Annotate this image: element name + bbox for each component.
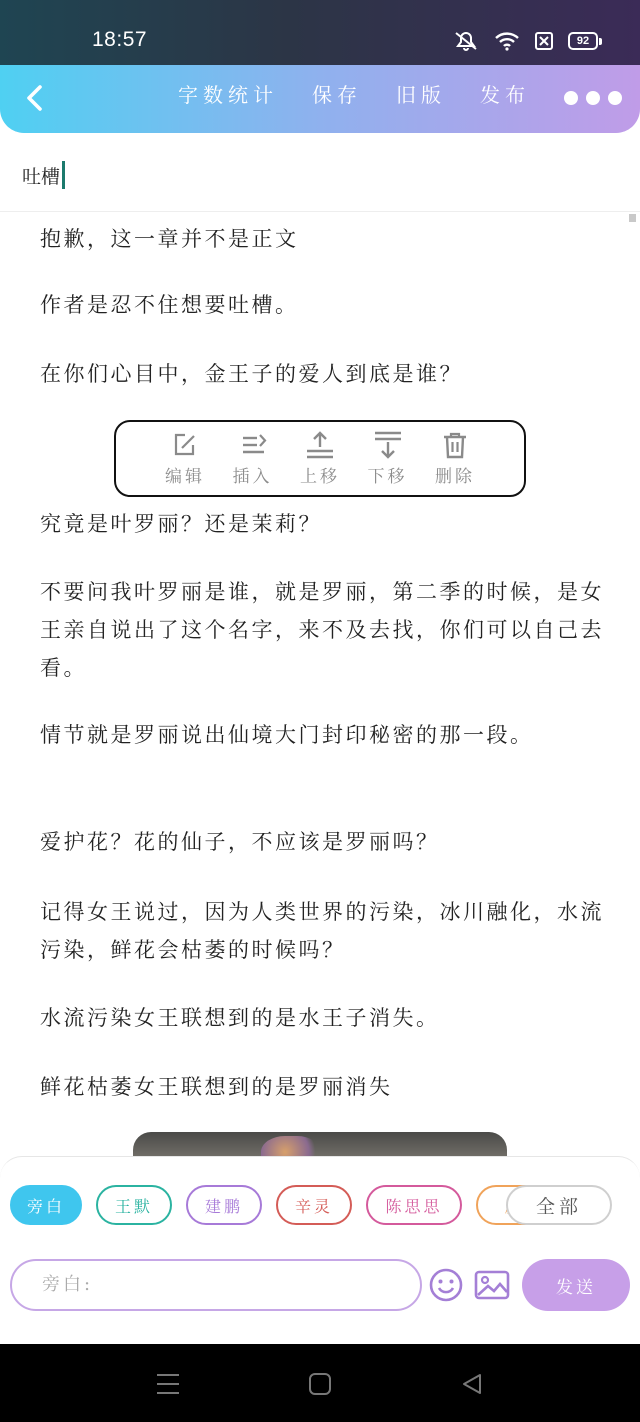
move-down-icon bbox=[373, 430, 403, 460]
paragraph[interactable]: 情节就是罗丽说出仙境大门封印秘密的那一段。 bbox=[40, 723, 534, 747]
back-button[interactable] bbox=[18, 81, 52, 115]
paragraph[interactable]: 抱歉，这一章并不是正文 bbox=[40, 227, 299, 251]
sim-off-icon bbox=[534, 31, 554, 51]
trash-icon bbox=[440, 430, 470, 460]
edit-icon bbox=[170, 430, 200, 460]
move-up-label: 上移 bbox=[300, 467, 340, 487]
mute-vibrate-icon bbox=[452, 31, 480, 51]
save-button[interactable]: 保存 bbox=[312, 83, 362, 107]
insert-button[interactable] bbox=[224, 430, 282, 495]
edit-label: 编辑 bbox=[165, 467, 205, 487]
paragraph[interactable]: 爱护花？花的仙子，不应该是罗丽吗？ bbox=[40, 830, 440, 854]
paragraph-toolbar bbox=[114, 420, 526, 497]
battery-icon bbox=[568, 32, 602, 50]
image-button[interactable] bbox=[474, 1267, 510, 1303]
paragraph[interactable]: 水流污染女王联想到的是水王子消失。 bbox=[40, 1006, 440, 1030]
character-chip[interactable]: 陈思思 bbox=[366, 1185, 462, 1225]
message-input[interactable]: 旁白: bbox=[10, 1259, 422, 1311]
send-button[interactable]: 发送 bbox=[522, 1259, 630, 1311]
paragraph[interactable]: 究竟是叶罗丽？还是茉莉？ bbox=[40, 512, 322, 536]
insert-label: 插入 bbox=[232, 467, 273, 487]
smiley-icon bbox=[428, 1267, 464, 1303]
edit-button[interactable] bbox=[156, 430, 214, 495]
more-options-icon[interactable] bbox=[564, 91, 622, 105]
scrollbar[interactable] bbox=[629, 214, 636, 222]
status-time: 18:57 bbox=[92, 28, 148, 51]
move-up-icon bbox=[305, 430, 335, 460]
status-icons bbox=[452, 28, 602, 54]
wifi-icon bbox=[494, 31, 520, 51]
composer-panel bbox=[0, 1156, 640, 1344]
old-version-button[interactable]: 旧版 bbox=[396, 83, 446, 107]
character-chip[interactable]: 辛灵 bbox=[276, 1185, 352, 1225]
battery-level: 92 bbox=[568, 32, 598, 50]
home-icon[interactable] bbox=[306, 1370, 334, 1398]
delete-label: 删除 bbox=[435, 467, 475, 487]
character-chip[interactable]: 建鹏 bbox=[186, 1185, 262, 1225]
chevron-left-icon bbox=[24, 84, 46, 112]
composer-row bbox=[10, 1259, 630, 1311]
paragraph[interactable]: 鲜花枯萎女王联想到的是罗丽消失 bbox=[40, 1075, 393, 1099]
chapter-title-field[interactable] bbox=[0, 133, 640, 212]
paragraph[interactable]: 作者是忍不住想要吐槽。 bbox=[40, 293, 299, 317]
paragraph[interactable]: 不要问我叶罗丽是谁，就是罗丽，第二季的时候，是女王亲自说出了这个名字，来不及去找，你们可以自己去看。 bbox=[40, 580, 604, 680]
move-down-button[interactable] bbox=[359, 430, 417, 495]
back-nav-icon[interactable] bbox=[458, 1370, 486, 1398]
editor-header bbox=[0, 65, 640, 133]
character-chips bbox=[10, 1185, 504, 1225]
system-nav-bar bbox=[0, 1344, 640, 1422]
move-down-label: 下移 bbox=[367, 467, 408, 487]
paragraph[interactable]: 在你们心目中，金王子的爱人到底是谁？ bbox=[40, 362, 463, 386]
word-count-button[interactable]: 字数统计 bbox=[178, 83, 278, 107]
publish-button[interactable]: 发布 bbox=[480, 83, 530, 107]
chapter-title: 吐槽 bbox=[22, 165, 61, 188]
character-chip[interactable]: 王默 bbox=[96, 1185, 172, 1225]
header-actions bbox=[178, 79, 530, 111]
status-bar bbox=[0, 0, 640, 66]
text-cursor bbox=[62, 161, 65, 189]
delete-button[interactable] bbox=[426, 430, 484, 495]
emoji-button[interactable] bbox=[428, 1267, 464, 1303]
recent-apps-icon[interactable] bbox=[154, 1370, 182, 1398]
insert-lines-icon bbox=[238, 430, 268, 460]
character-chip[interactable]: 旁白 bbox=[10, 1185, 82, 1225]
image-icon bbox=[474, 1267, 510, 1303]
move-up-button[interactable] bbox=[291, 430, 349, 495]
paragraph[interactable]: 记得女王说过，因为人类世界的污染，冰川融化，水流污染，鲜花会枯萎的时候吗？ bbox=[40, 900, 604, 962]
all-characters-button[interactable]: 全部 bbox=[506, 1185, 612, 1225]
